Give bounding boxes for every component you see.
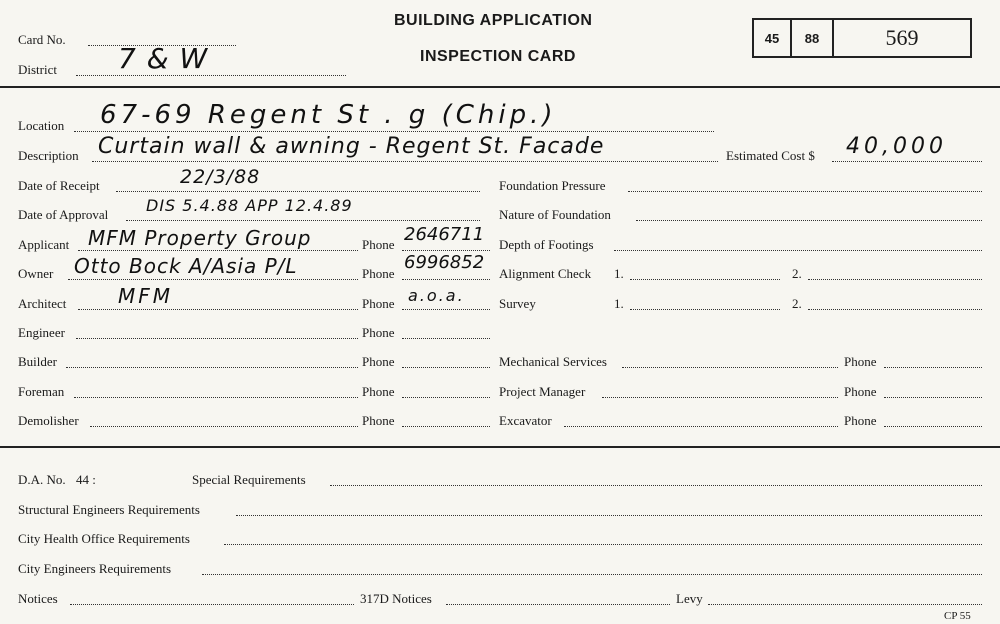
- architect-phone: a.o.a.: [408, 286, 465, 305]
- structural-engineers-line: [236, 515, 982, 516]
- title-line2: INSPECTION CARD: [420, 48, 576, 65]
- estimated-cost-line: [832, 161, 982, 162]
- applicant-phone-label: Phone: [362, 237, 395, 252]
- owner-value: Otto Bock A/Asia P/L: [74, 254, 298, 278]
- excavator-line: [564, 426, 838, 427]
- box-number-2: 88: [790, 18, 834, 58]
- architect-value: MFM: [118, 284, 174, 308]
- depth-of-footings-line: [614, 250, 982, 251]
- description-value: Curtain wall & awning - Regent St. Facade: [98, 134, 605, 159]
- date-of-receipt-value: 22/3/88: [180, 166, 261, 188]
- levy-line: [708, 604, 982, 605]
- engineer-phone-label: Phone: [362, 325, 395, 340]
- owner-line: [68, 279, 358, 280]
- applicant-label: Applicant: [18, 237, 70, 252]
- engineer-line: [76, 338, 358, 339]
- project-manager-label: Project Manager: [499, 384, 586, 399]
- applicant-phone: 2646711: [404, 224, 485, 245]
- district-label: District: [18, 62, 57, 77]
- alignment-check-label: Alignment Check: [499, 266, 592, 281]
- special-requirements-line: [330, 485, 982, 486]
- engineer-label: Engineer: [18, 325, 65, 340]
- excavator-phone-line: [884, 426, 982, 427]
- demolisher-phone-label: Phone: [362, 413, 395, 428]
- architect-phone-line: [402, 309, 490, 310]
- alignment-check-2-line: [808, 279, 982, 280]
- location-label: Location: [18, 118, 65, 133]
- city-engineers-label: City Engineers Requirements: [18, 561, 172, 576]
- builder-label: Builder: [18, 354, 57, 369]
- district-value: 7 & W: [118, 42, 209, 75]
- description-label: Description: [18, 148, 79, 163]
- estimated-cost-label: Estimated Cost $: [726, 148, 815, 163]
- builder-phone-label: Phone: [362, 354, 395, 369]
- demolisher-label: Demolisher: [18, 413, 79, 428]
- foreman-label: Foreman: [18, 384, 65, 399]
- date-of-approval-label: Date of Approval: [18, 207, 109, 222]
- demolisher-line: [90, 426, 358, 427]
- survey-2-line: [808, 309, 982, 310]
- applicant-value: MFM Property Group: [88, 226, 312, 250]
- notices-317d-label: 317D Notices: [360, 591, 432, 606]
- notices-label: Notices: [18, 591, 58, 606]
- excavator-label: Excavator: [499, 413, 552, 428]
- survey-1: 1.: [614, 296, 624, 311]
- title-line1: BUILDING APPLICATION: [394, 12, 593, 29]
- district-line: [76, 75, 346, 76]
- notices-317d-line: [446, 604, 670, 605]
- mechanical-services-phone-line: [884, 367, 982, 368]
- form-code: CP 55: [944, 610, 971, 622]
- engineer-phone-line: [402, 338, 490, 339]
- depth-of-footings-label: Depth of Footings: [499, 237, 594, 252]
- nature-of-foundation-label: Nature of Foundation: [499, 207, 611, 222]
- architect-line: [78, 309, 358, 310]
- location-line: [74, 131, 714, 132]
- owner-phone-line: [402, 279, 490, 280]
- alignment-check-1: 1.: [614, 266, 624, 281]
- date-of-receipt-label: Date of Receipt: [18, 178, 100, 193]
- card-no-label: Card No.: [18, 32, 66, 47]
- description-line: [92, 161, 718, 162]
- da-no-value: 44 :: [76, 472, 96, 487]
- owner-label: Owner: [18, 266, 54, 281]
- foreman-phone-line: [402, 397, 490, 398]
- structural-engineers-label: Structural Engineers Requirements: [18, 502, 200, 517]
- date-of-receipt-line: [116, 191, 480, 192]
- excavator-phone-label: Phone: [844, 413, 877, 428]
- nature-of-foundation-line: [636, 220, 982, 221]
- owner-phone: 6996852: [404, 252, 485, 273]
- survey-1-line: [630, 309, 780, 310]
- city-health-label: City Health Office Requirements: [18, 531, 190, 546]
- mechanical-services-label: Mechanical Services: [499, 354, 607, 369]
- box-number-1: 45: [752, 18, 792, 58]
- architect-phone-label: Phone: [362, 296, 395, 311]
- builder-phone-line: [402, 367, 490, 368]
- alignment-check-2: 2.: [792, 266, 802, 281]
- location-value: 67-69 Regent St . g (Chip.): [100, 100, 557, 130]
- project-manager-phone-line: [884, 397, 982, 398]
- builder-line: [66, 367, 358, 368]
- survey-2: 2.: [792, 296, 802, 311]
- demolisher-phone-line: [402, 426, 490, 427]
- notices-line: [70, 604, 354, 605]
- special-requirements-label: Special Requirements: [192, 472, 306, 487]
- levy-label: Levy: [676, 591, 703, 606]
- divider-bottom: [0, 446, 1000, 448]
- city-engineers-line: [202, 574, 982, 575]
- foreman-line: [74, 397, 358, 398]
- da-no-label: D.A. No.: [18, 472, 66, 487]
- project-manager-phone-label: Phone: [844, 384, 877, 399]
- foundation-pressure-line: [628, 191, 982, 192]
- city-health-line: [224, 544, 982, 545]
- applicant-line: [78, 250, 358, 251]
- mechanical-services-phone-label: Phone: [844, 354, 877, 369]
- architect-label: Architect: [18, 296, 67, 311]
- foundation-pressure-label: Foundation Pressure: [499, 178, 606, 193]
- divider-top: [0, 86, 1000, 88]
- survey-label: Survey: [499, 296, 536, 311]
- project-manager-line: [602, 397, 838, 398]
- applicant-phone-line: [402, 250, 490, 251]
- foreman-phone-label: Phone: [362, 384, 395, 399]
- estimated-cost-value: 40,000: [846, 134, 947, 159]
- date-of-approval-value: DIS 5.4.88 APP 12.4.89: [146, 196, 353, 215]
- mechanical-services-line: [622, 367, 838, 368]
- owner-phone-label: Phone: [362, 266, 395, 281]
- date-of-approval-line: [126, 220, 480, 221]
- card-number: 569: [832, 18, 972, 58]
- alignment-check-1-line: [630, 279, 780, 280]
